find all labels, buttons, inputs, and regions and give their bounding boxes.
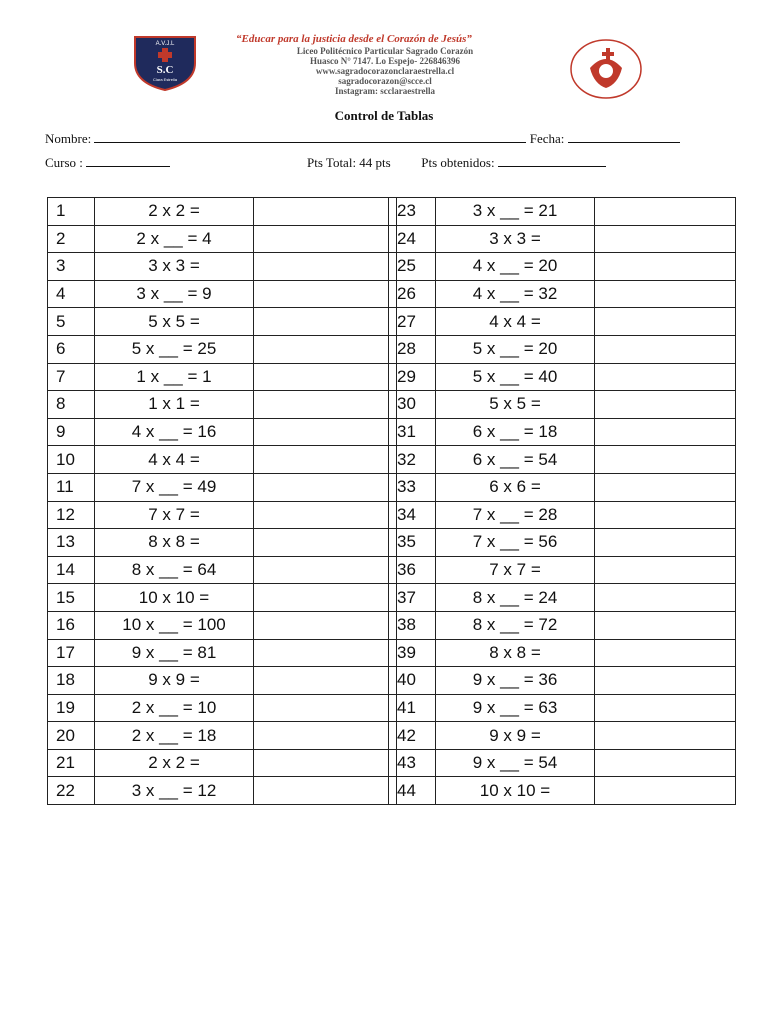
table-row (389, 335, 736, 363)
question-number: 22 (48, 777, 95, 805)
question-number: 35 (389, 529, 436, 557)
multiplication-question: 9 x __ = 54 (436, 749, 595, 777)
school-email: sagradocorazon@scce.cl (338, 76, 432, 86)
table-row (48, 335, 397, 363)
answer-cell[interactable] (595, 667, 736, 695)
question-number: 1 (48, 198, 95, 226)
table-row (48, 225, 397, 253)
table-row (48, 556, 397, 584)
table-row (48, 694, 397, 722)
nombre-field[interactable] (94, 130, 526, 143)
table-row (48, 391, 397, 419)
table-row (48, 473, 397, 501)
table-row (48, 280, 397, 308)
table-row (48, 777, 397, 805)
answer-cell[interactable] (254, 611, 397, 639)
answer-cell[interactable] (595, 584, 736, 612)
answer-cell[interactable] (254, 556, 397, 584)
multiplication-question: 8 x __ = 24 (436, 584, 595, 612)
question-number: 2 (48, 225, 95, 253)
school-website: www.sagradocorazonclaraestrella.cl (315, 66, 455, 76)
table-row (48, 667, 397, 695)
answer-cell[interactable] (254, 777, 397, 805)
multiplication-question: 9 x __ = 63 (436, 694, 595, 722)
multiplication-question: 2 x __ = 18 (95, 722, 254, 750)
question-number: 5 (48, 308, 95, 336)
answer-cell[interactable] (595, 639, 736, 667)
answer-cell[interactable] (254, 280, 397, 308)
table-row (389, 473, 736, 501)
question-number: 37 (389, 584, 436, 612)
curso-label: Curso : (45, 155, 83, 170)
answer-cell[interactable] (254, 667, 397, 695)
table-row (48, 253, 397, 281)
multiplication-question: 5 x 5 = (95, 308, 254, 336)
multiplication-table-right (388, 197, 736, 805)
question-number: 33 (389, 473, 436, 501)
curso-row (45, 154, 170, 171)
logo-left-top-text: A.V.J.L (155, 41, 175, 47)
question-number: 44 (389, 777, 436, 805)
multiplication-question: 9 x 9 = (436, 722, 595, 750)
multiplication-question: 6 x __ = 54 (436, 446, 595, 474)
table-row (48, 446, 397, 474)
table-row (48, 501, 397, 529)
question-number: 27 (389, 308, 436, 336)
question-number: 19 (48, 694, 95, 722)
table-row (389, 529, 736, 557)
table-row (389, 225, 736, 253)
multiplication-question: 3 x __ = 21 (436, 198, 595, 226)
answer-cell[interactable] (595, 777, 736, 805)
multiplication-question: 8 x __ = 64 (95, 556, 254, 584)
multiplication-question: 3 x __ = 12 (95, 777, 254, 805)
table-row (389, 391, 736, 419)
question-number: 11 (48, 473, 95, 501)
answer-cell[interactable] (254, 722, 397, 750)
answer-cell[interactable] (254, 308, 397, 336)
table-row (389, 418, 736, 446)
answer-cell[interactable] (595, 749, 736, 777)
table-row (389, 611, 736, 639)
question-number: 36 (389, 556, 436, 584)
question-number: 32 (389, 446, 436, 474)
table-row (389, 777, 736, 805)
multiplication-question: 8 x __ = 72 (436, 611, 595, 639)
table-row (389, 556, 736, 584)
multiplication-question: 2 x 2 = (95, 198, 254, 226)
table-row (48, 584, 397, 612)
question-number: 41 (389, 694, 436, 722)
question-number: 23 (389, 198, 436, 226)
question-number: 24 (389, 225, 436, 253)
question-number: 25 (389, 253, 436, 281)
multiplication-question: 7 x __ = 28 (436, 501, 595, 529)
table-row (48, 418, 397, 446)
multiplication-question: 7 x __ = 49 (95, 473, 254, 501)
question-number: 7 (48, 363, 95, 391)
multiplication-question: 7 x 7 = (436, 556, 595, 584)
pts-obtenidos-field[interactable] (498, 154, 606, 167)
question-number: 40 (389, 667, 436, 695)
multiplication-question: 1 x __ = 1 (95, 363, 254, 391)
pts-total: Pts Total: 44 pts (307, 155, 391, 170)
table-row (389, 198, 736, 226)
table-row (48, 363, 397, 391)
answer-cell[interactable] (595, 501, 736, 529)
nombre-row (45, 130, 680, 147)
table-row (48, 722, 397, 750)
points-row (307, 154, 606, 171)
table-row (48, 529, 397, 557)
table-row (389, 308, 736, 336)
multiplication-question: 9 x __ = 81 (95, 639, 254, 667)
education-center-logo (568, 38, 644, 100)
question-number: 9 (48, 418, 95, 446)
multiplication-question: 9 x 9 = (95, 667, 254, 695)
question-number: 6 (48, 335, 95, 363)
logo-left-subtext: Clara Estrella (152, 77, 178, 82)
multiplication-question: 4 x 4 = (95, 446, 254, 474)
multiplication-table-left (47, 197, 397, 805)
answer-cell[interactable] (595, 253, 736, 281)
multiplication-question: 1 x 1 = (95, 391, 254, 419)
question-number: 30 (389, 391, 436, 419)
table-row (48, 611, 397, 639)
document-header (0, 0, 768, 110)
table-row (48, 639, 397, 667)
question-number: 17 (48, 639, 95, 667)
table-row (389, 749, 736, 777)
answer-cell[interactable] (254, 501, 397, 529)
answer-cell[interactable] (595, 446, 736, 474)
question-number: 29 (389, 363, 436, 391)
fecha-label: Fecha: (529, 131, 565, 146)
answer-cell[interactable] (595, 280, 736, 308)
curso-field[interactable] (86, 154, 170, 167)
answer-cell[interactable] (595, 473, 736, 501)
table-row (389, 584, 736, 612)
answer-cell[interactable] (595, 694, 736, 722)
answer-cell[interactable] (595, 722, 736, 750)
question-number: 21 (48, 749, 95, 777)
question-number: 14 (48, 556, 95, 584)
answer-cell[interactable] (595, 308, 736, 336)
school-shield-logo (131, 33, 199, 91)
answer-cell[interactable] (254, 418, 397, 446)
multiplication-question: 5 x __ = 20 (436, 335, 595, 363)
multiplication-question: 6 x __ = 18 (436, 418, 595, 446)
question-number: 18 (48, 667, 95, 695)
answer-cell[interactable] (595, 363, 736, 391)
question-number: 3 (48, 253, 95, 281)
multiplication-question: 2 x 2 = (95, 749, 254, 777)
school-info (250, 46, 520, 96)
nombre-label: Nombre: (45, 131, 92, 146)
answer-cell[interactable] (595, 335, 736, 363)
multiplication-question: 5 x 5 = (436, 391, 595, 419)
multiplication-question: 3 x __ = 9 (95, 280, 254, 308)
question-number: 38 (389, 611, 436, 639)
answer-cell[interactable] (254, 473, 397, 501)
question-number: 13 (48, 529, 95, 557)
multiplication-question: 2 x __ = 4 (95, 225, 254, 253)
school-motto: “Educar para la justicia desde el Corazón de Jesús” (236, 33, 472, 45)
answer-cell[interactable] (595, 611, 736, 639)
question-number: 43 (389, 749, 436, 777)
multiplication-question: 6 x 6 = (436, 473, 595, 501)
answer-cell[interactable] (595, 418, 736, 446)
answer-cell[interactable] (254, 391, 397, 419)
answer-cell[interactable] (254, 363, 397, 391)
multiplication-question: 3 x 3 = (95, 253, 254, 281)
question-number: 34 (389, 501, 436, 529)
question-number: 39 (389, 639, 436, 667)
multiplication-question: 10 x 10 = (95, 584, 254, 612)
table-row (48, 308, 397, 336)
fecha-field[interactable] (568, 130, 680, 143)
multiplication-question: 4 x __ = 16 (95, 418, 254, 446)
answer-cell[interactable] (595, 556, 736, 584)
answer-cell[interactable] (254, 446, 397, 474)
multiplication-question: 4 x 4 = (436, 308, 595, 336)
question-number: 15 (48, 584, 95, 612)
multiplication-question: 2 x __ = 10 (95, 694, 254, 722)
multiplication-question: 9 x __ = 36 (436, 667, 595, 695)
answer-cell[interactable] (254, 749, 397, 777)
question-number: 16 (48, 611, 95, 639)
answer-cell[interactable] (254, 694, 397, 722)
answer-cell[interactable] (595, 198, 736, 226)
answer-cell[interactable] (254, 225, 397, 253)
table-row (48, 198, 397, 226)
multiplication-question: 5 x __ = 25 (95, 335, 254, 363)
question-number: 28 (389, 335, 436, 363)
table-row (389, 446, 736, 474)
multiplication-question: 8 x 8 = (436, 639, 595, 667)
answer-cell[interactable] (595, 391, 736, 419)
question-number: 42 (389, 722, 436, 750)
school-address: Huasco N° 7147. Lo Espejo- 226846396 (309, 56, 461, 66)
table-row (48, 749, 397, 777)
answer-cell[interactable] (254, 253, 397, 281)
table-row (389, 501, 736, 529)
answer-cell[interactable] (254, 198, 397, 226)
multiplication-question: 7 x 7 = (95, 501, 254, 529)
school-name: Liceo Politécnico Particular Sagrado Corazón (296, 46, 474, 56)
multiplication-question: 10 x __ = 100 (95, 611, 254, 639)
multiplication-question: 3 x 3 = (436, 225, 595, 253)
answer-cell[interactable] (254, 335, 397, 363)
multiplication-question: 4 x __ = 20 (436, 253, 595, 281)
table-row (389, 722, 736, 750)
table-row (389, 363, 736, 391)
question-number: 12 (48, 501, 95, 529)
multiplication-question: 4 x __ = 32 (436, 280, 595, 308)
answer-cell[interactable] (595, 225, 736, 253)
table-row (389, 694, 736, 722)
question-number: 20 (48, 722, 95, 750)
school-instagram: Instagram: scclaraestrella (334, 86, 436, 96)
multiplication-question: 10 x 10 = (436, 777, 595, 805)
logo-left-initials: S.C (156, 64, 174, 76)
table-row (389, 667, 736, 695)
answer-cell[interactable] (254, 529, 397, 557)
page-title: Control de Tablas (334, 108, 434, 123)
multiplication-question: 7 x __ = 56 (436, 529, 595, 557)
multiplication-question: 8 x 8 = (95, 529, 254, 557)
answer-cell[interactable] (254, 584, 397, 612)
answer-cell[interactable] (595, 529, 736, 557)
table-row (389, 280, 736, 308)
table-row (389, 253, 736, 281)
multiplication-question: 5 x __ = 40 (436, 363, 595, 391)
question-number: 26 (389, 280, 436, 308)
question-number: 4 (48, 280, 95, 308)
question-number: 8 (48, 391, 95, 419)
question-number: 10 (48, 446, 95, 474)
table-row (389, 639, 736, 667)
question-number: 31 (389, 418, 436, 446)
answer-cell[interactable] (254, 639, 397, 667)
pts-obtenidos-label: Pts obtenidos: (421, 155, 495, 170)
